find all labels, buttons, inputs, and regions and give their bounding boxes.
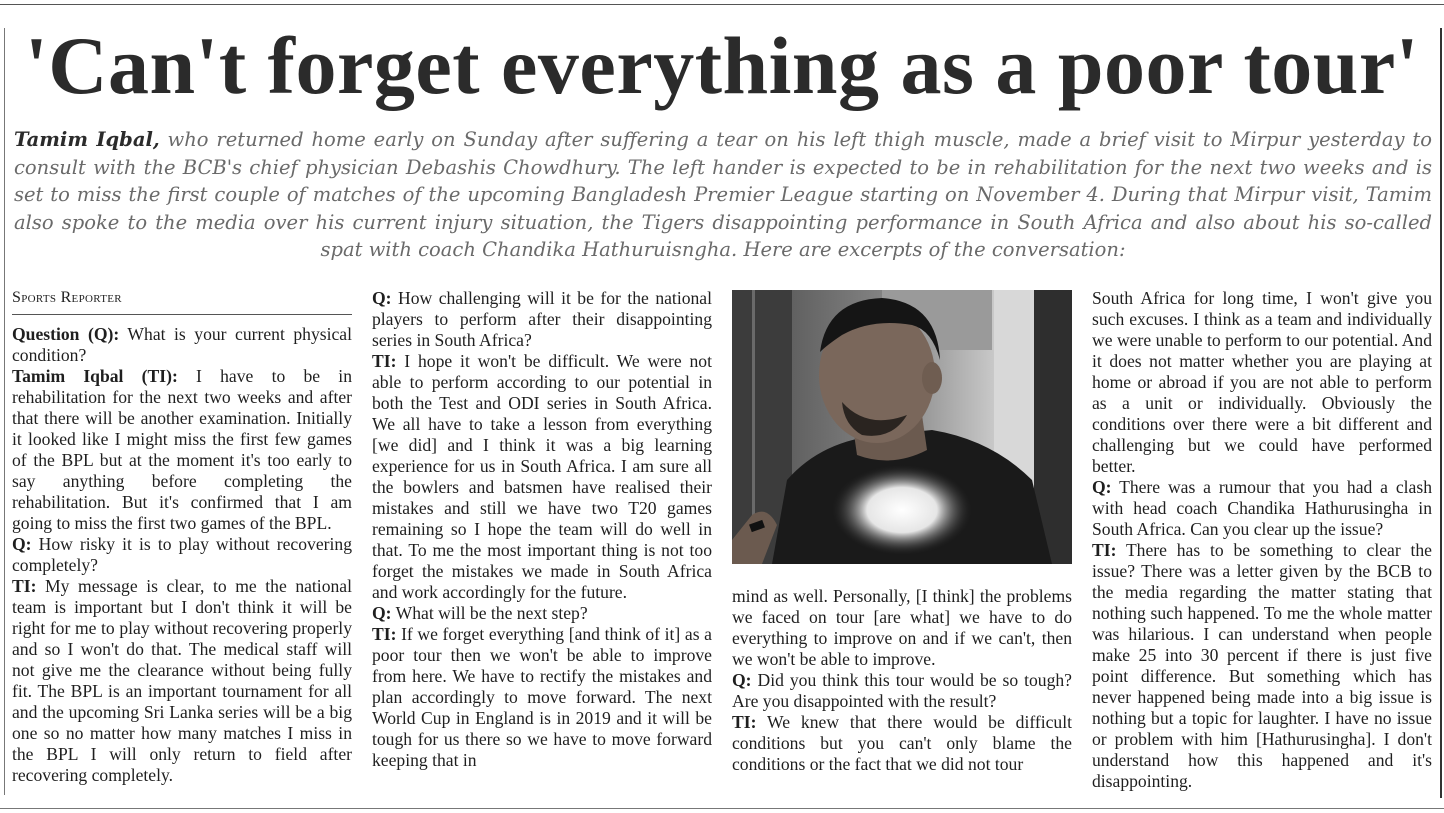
qa-text: There was a rumour that you had a clash with head coach Chandika Hathurusingha in South Africa. Can you clear up the issue? (1092, 477, 1432, 539)
qa-paragraph (1092, 477, 1432, 540)
qa-text: There has to be something to clear the issue? There was a letter given by the BCB to the media regarding the matter stating that nothing such happened. To me the whole matter was hilarious. I can understand when people make 25 into 30 percent if there is just five point difference. But something which has never happened being made into a big issue is nothing but a topic for laughter. I have no issue or problem with him [Hathurusingha]. I don't understand how this happened and it's disappointing. (1092, 540, 1432, 791)
left-rule (4, 28, 5, 795)
qa-label: TI: (12, 576, 37, 596)
qa-paragraph (372, 288, 712, 351)
qa-label: TI: (1092, 540, 1117, 560)
intro-name: Tamim Iqbal, (14, 128, 160, 151)
qa-text: If we forget everything [and think of it] as a poor tour then we won't be able to improve from here. We have to rectify the mistakes and plan accordingly to move forward. The next World Cup in England is in 2019 and it will be tough for us there so we have to move forward keeping that in (372, 624, 712, 770)
qa-label: Q: (372, 603, 392, 623)
top-rule (0, 4, 1444, 5)
qa-label: Q: (372, 288, 392, 308)
column-4 (1092, 288, 1432, 792)
qa-paragraph (12, 576, 352, 786)
qa-text: Did you think this tour would be so tough? Are you disappointed with the result? (732, 670, 1072, 711)
qa-text: How challenging will it be for the national players to perform after their disappointing series in South Africa? (372, 288, 712, 350)
qa-paragraph (372, 624, 712, 771)
qa-label: TI: (372, 351, 397, 371)
qa-text: How risky it is to play without recovering completely? (12, 534, 352, 575)
intro-text: who returned home early on Sunday after suffering a tear on his left thigh muscle, made a brief visit to Mirpur yesterday to consult with the BCB's chief physician Debashis Chowdhury. The left hander is expected to be in rehabilitation for the next two weeks and is set to miss the first couple of matches of the upcoming Bangladesh Premier League starting on November 4. During that Mirpur visit, Tamim also spoke to the media over his current injury situation, the Tigers disappointing performance in South Africa and also about his so-called spat with coach Chandika Hathuruisngha. Here are excerpts of the conversation: (14, 128, 1432, 261)
qa-paragraph (1092, 288, 1432, 477)
qa-paragraph (12, 534, 352, 576)
qa-paragraph (372, 603, 712, 624)
byline: Sports Reporter (12, 288, 352, 315)
qa-text: I have to be in rehabilitation for the next two weeks and after that there will be another examination. Initially it looked like I might miss the first few games of the BPL but at the moment it's too early to say anything before completing the rehabilitation. But it's confirmed that I am going to miss the first two games of the BPL. (12, 366, 352, 533)
qa-text: I hope it won't be difficult. We were not able to perform according to our potential in both the Test and ODI series in South Africa. We all have to take a lesson from everything [we did] and I think it was a big learning experience for us in South Africa. I am sure all the bowlers and batsmen have realised their mistakes and still we have two T20 games remaining so I hope the team will do well in that. To me the most important thing is not too forget the mistakes we made in South Africa and work accordingly for the future. (372, 351, 712, 602)
qa-text: mind as well. Personally, [I think] the problems we faced on tour [are what] we have to do everything to improve on and if we can't, then we won't be able to improve. (732, 586, 1072, 669)
right-rule (1440, 28, 1442, 798)
qa-paragraph (1092, 540, 1432, 792)
qa-label: Tamim Iqbal (TI): (12, 366, 178, 386)
headline: 'Can't forget everything as a poor tour' (24, 20, 1420, 111)
qa-label: TI: (732, 712, 757, 732)
player-photo-illustration (732, 290, 1072, 564)
qa-label: Question (Q): (12, 324, 120, 344)
column-1 (12, 288, 352, 786)
qa-text: South Africa for long time, I won't give you such excuses. I think as a team and individually we were unable to perform to our potential. And it does not matter whether you are playing at home or abroad if you are not able to perform as a unit or individually. Obviously the conditions over there were a bit different and challenging but we could have performed better. (1092, 288, 1432, 476)
qa-text: What will be the next step? (391, 603, 588, 623)
qa-label: Q: (1092, 477, 1112, 497)
qa-paragraph (732, 670, 1072, 712)
bottom-rule (0, 808, 1444, 809)
qa-text: We knew that there would be difficult conditions but you can't only blame the conditions or the fact that we did not tour (732, 712, 1072, 774)
intro-paragraph (14, 126, 1432, 264)
column-3 (732, 586, 1072, 775)
qa-paragraph (732, 586, 1072, 670)
qa-paragraph (732, 712, 1072, 775)
qa-paragraph (372, 351, 712, 603)
qa-label: TI: (372, 624, 397, 644)
player-photo (732, 290, 1072, 564)
qa-paragraph (12, 324, 352, 366)
column-2 (372, 288, 712, 771)
qa-text: What is your current physical condition? (12, 324, 352, 365)
qa-text: My message is clear, to me the national team is important but I don't think it will be right for me to play without recovering properly and so I won't do that. The medical staff will not give me the clearance without being fully fit. The BPL is an important tournament for all and the upcoming Sri Lanka series will be a big one so no matter how many matches I miss in the BPL I will only return to field after recovering completely. (12, 576, 352, 785)
qa-label: Q: (732, 670, 752, 690)
qa-paragraph (12, 366, 352, 534)
qa-label: Q: (12, 534, 32, 554)
